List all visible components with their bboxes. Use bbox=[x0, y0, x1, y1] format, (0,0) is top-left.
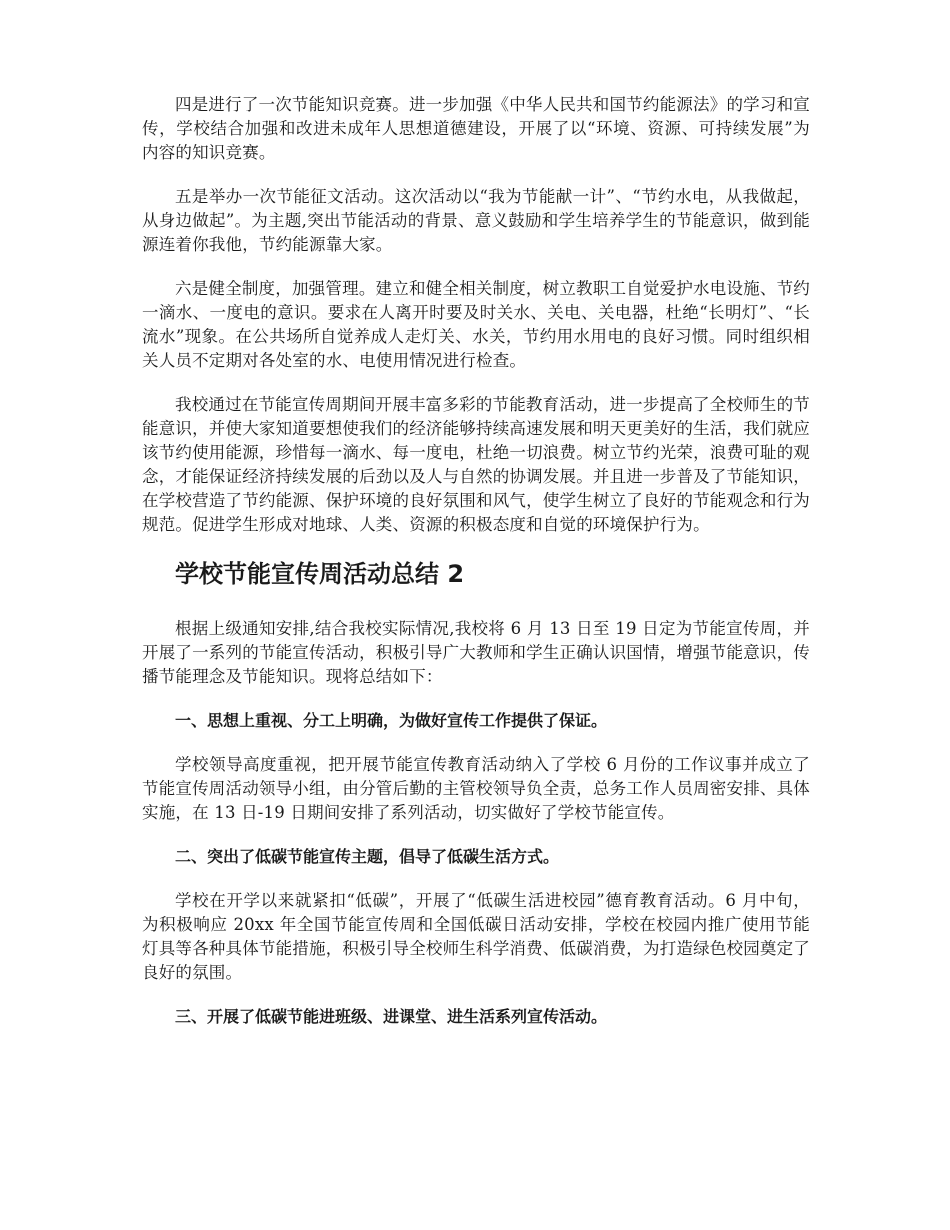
paragraph-system-management: 六是健全制度，加强管理。建立和健全相关制度，树立教职工自觉爱护水电设施、节约一滴水、一度电的意识。要求在人离开时要及时关水、关电、关电器，杜绝“长明灯”、“长流水”现象。在公共场所自觉养成人走灯关、水关，节约用水用电的良好习惯。同时组织相关人员不定期对各处室的水、电使用情况进行检查。 bbox=[142, 279, 810, 370]
paragraph-intro: 根据上级通知安排,结合我校实际情况,我校将 6 月 13 日至 19 日定为节能宣传周，并开展了一系列的节能宣传活动，积极引导广大教师和学生正确认识国情，增强节能意识，传播节能理念及节能知识。现将总结如下： bbox=[142, 619, 810, 686]
paragraph-body-2: 学校在开学以来就紧扣“低碳”，开展了“低碳生活进校园”德育教育活动。6 月中旬，为积极响应 20xx 年全国节能宣传周和全国低碳日活动安排，学校在校园内推广使用节能灯具等各种具体节能措施，积极引导全校师生科学消费、低碳消费，为打造绿色校园奠定了良好的氛围。 bbox=[142, 891, 810, 982]
subheading-3: 三、开展了低碳节能进班级、进课堂、进生活系列宣传活动。 bbox=[175, 1007, 608, 1026]
paragraph-body-1: 学校领导高度重视，把开展节能宣传教育活动纳入了学校 6 月份的工作议事并成立了节能宣传周活动领导小组，由分管后勤的主管校领导负全责，总务工作人员周密安排、具体实施，在 13 日-19 日期间安排了系列活动，切实做好了学校节能宣传。 bbox=[142, 755, 810, 822]
subheading-2: 二、突出了低碳节能宣传主题，倡导了低碳生活方式。 bbox=[175, 847, 560, 866]
subheading-1: 一、思想上重视、分工上明确，为做好宣传工作提供了保证。 bbox=[175, 711, 608, 730]
paragraph-summary: 我校通过在节能宣传周期间开展丰富多彩的节能教育活动，进一步提高了全校师生的节能意识，并使大家知道要想使我们的经济能够持续高速发展和明天更美好的生活，我们就应该节约使用能源，珍惜每一滴水、每一度电，杜绝一切浪费。树立节约光荣，浪费可耻的观念，才能保证经济持续发展的后劲以及人与自然的协调发展。并且进一步普及了节能知识，在学校营造了节约能源、保护环境的良好氛围和风气，使学生树立了良好的节能观念和行为规范。促进学生形成对地球、人类、资源的积极态度和自觉的环境保护行为。 bbox=[142, 395, 810, 534]
paragraph-essay-activity: 五是举办一次节能征文活动。这次活动以“我为节能献一计”、“节约水电，从我做起，从身边做起”。为主题,突出节能活动的背景、意义鼓励和学生培养学生的节能意识，做到能源连着你我他，节约能源靠大家。 bbox=[142, 187, 810, 254]
document-page bbox=[142, 93, 810, 1049]
section-title: 学校节能宣传周活动总结 2 bbox=[175, 560, 465, 588]
paragraph-knowledge-contest: 四是进行了一次节能知识竞赛。进一步加强《中华人民共和国节约能源法》的学习和宣传，学校结合加强和改进未成年人思想道德建设，开展了以“环境、资源、可持续发展”为内容的知识竞赛。 bbox=[142, 95, 810, 162]
